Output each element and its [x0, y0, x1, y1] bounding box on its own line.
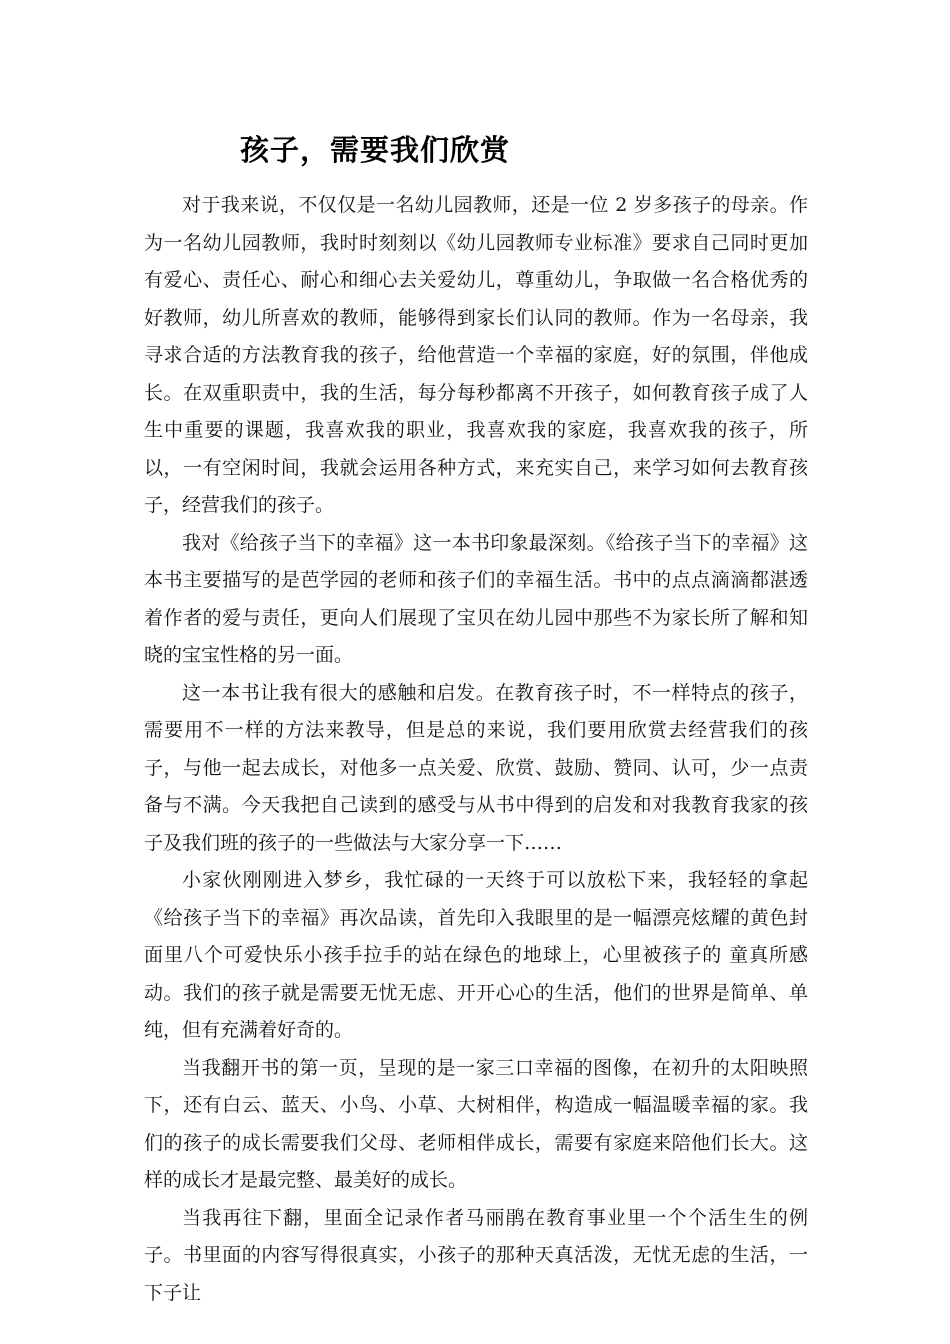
document-body	[144, 187, 808, 1312]
paragraph: 我对《给孩子当下的幸福》这一本书印象最深刻。《给孩子当下的幸福》这本书主要描写的是芭学园的老师和孩子们的幸福生活。书中的点点滴滴都湛透着作者的爱与责任，更向人们展现了宝贝在幼儿园中那些不为家长所了解和知晓的宝宝性格的另一面。	[144, 531, 808, 666]
paragraph: 当我翻开书的第一页，呈现的是一家三口幸福的图像，在初升的太阳映照下，还有白云、蓝天、小鸟、小草、大树相伴，构造成一幅温暖幸福的家。我们的孩子的成长需要我们父母、老师相伴成长，需要有家庭来陪他们长大。这样的成长才是最完整、最美好的成长。	[144, 1056, 808, 1191]
paragraph: 这一本书让我有很大的感触和启发。在教育孩子时，不一样特点的孩子，需要用不一样的方法来教导，但是总的来说，我们要用欣赏去经营我们的孩子，与他一起去成长，对他多一点关爱、欣赏、鼓励、赞同、认可，少一点责备与不满。今天我把自己读到的感受与从书中得到的启发和对我教育我家的孩子及我们班的孩子的一些做法与大家分享一下……	[144, 681, 808, 854]
paragraph: 当我再往下翻，里面全记录作者马丽鹃在教育事业里一个个活生生的例子。书里面的内容写得很真实，小孩子的那种天真活泼，无忧无虑的生活，一下子让	[144, 1206, 808, 1304]
paragraph: 对于我来说，不仅仅是一名幼儿园教师，还是一位 2 岁多孩子的母亲。作为一名幼儿园教师，我时时刻刻以《幼儿园教师专业标准》要求自己同时更加有爱心、责任心、耐心和细心去关爱幼儿，尊重幼儿，争取做一名合格优秀的好教师，幼儿所喜欢的教师，能够得到家长们认同的教师。作为一名母亲，我寻求合适的方法教育我的孩子，给他营造一个幸福的家庭，好的氛围，伴他成长。在双重职责中，我的生活，每分每秒都离不开孩子，如何教育孩子成了人生中重要的课题，我喜欢我的职业，我喜欢我的家庭，我喜欢我的孩子，所以，一有空闲时间，我就会运用各种方式，来充实自己，来学习如何去教育孩子，经营我们的孩子。	[144, 194, 808, 516]
document-title: 孩子，需要我们欣赏	[240, 133, 511, 167]
paragraph: 小家伙刚刚进入梦乡，我忙碌的一天终于可以放松下来，我轻轻的拿起《给孩子当下的幸福》再次品读，首先印入我眼里的是一幅漂亮炫耀的黄色封面里八个可爱快乐小孩手拉手的站在绿色的地球上，心里被孩子的 童真所感动。我们的孩子就是需要无忧无虑、开开心心的生活，他们的世界是简单、单纯，但有充满着好奇的。	[144, 869, 808, 1041]
